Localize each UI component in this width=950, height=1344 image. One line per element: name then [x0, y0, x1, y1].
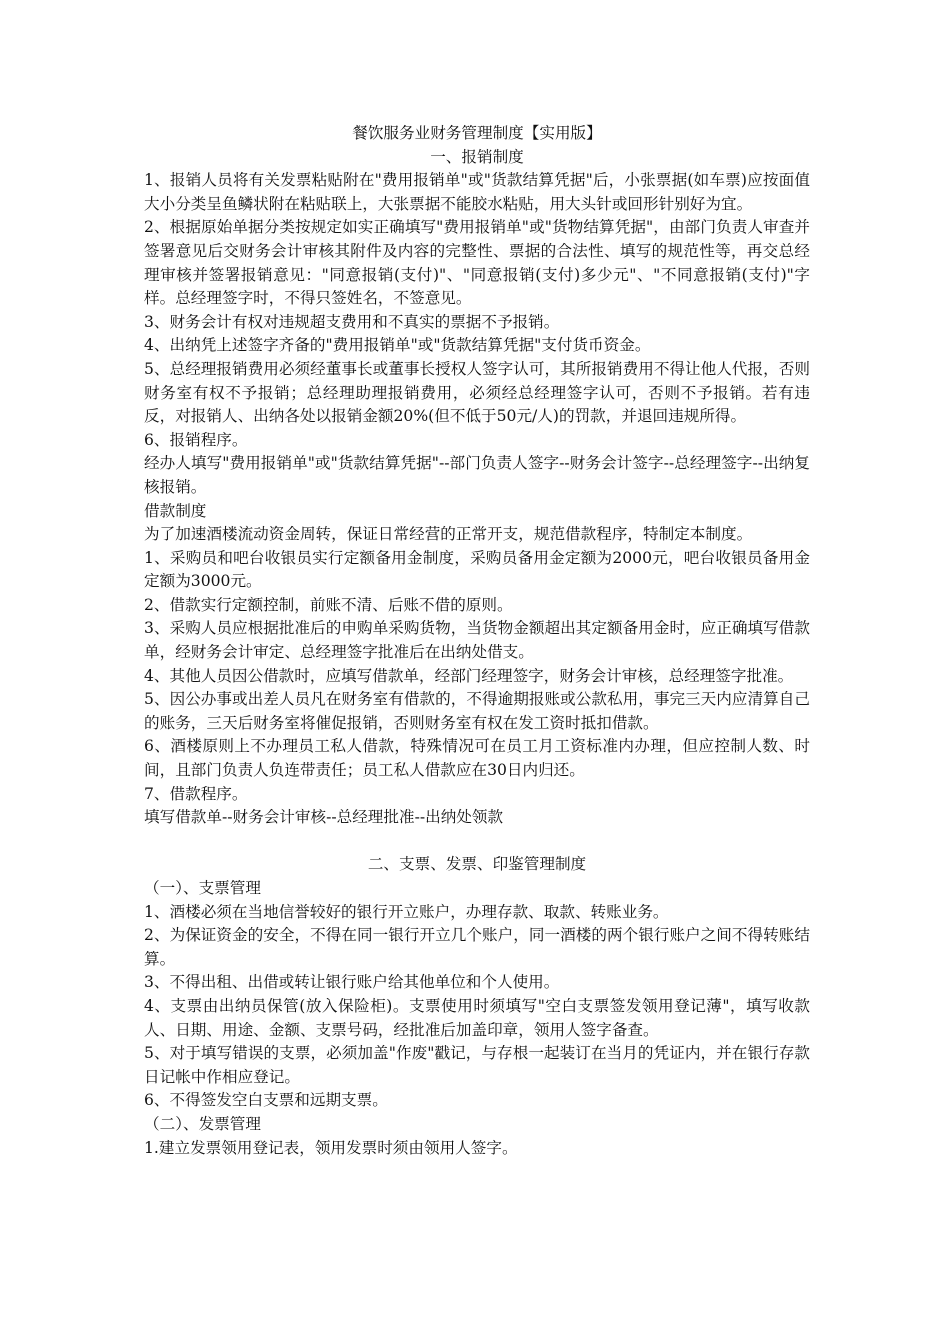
loan-item-5: 5、因公办事或出差人员凡在财务室有借款的，不得逾期报账或公款私用，事完三天内应清算自己的账务，三天后财务室将催促报销，否则财务室有权在发工资时抵扣借款。: [144, 690, 810, 732]
section1-item-4: 4、出纳凭上述签字齐备的"费用报销单"或"货款结算凭据"支付货币资金。: [144, 336, 651, 355]
cheque-item-3: 3、不得出租、出借或转让银行账户给其他单位和个人使用。: [144, 973, 560, 992]
blank-line: [144, 830, 810, 854]
document-title: 餐饮服务业财务管理制度【实用版】: [352, 124, 602, 142]
cheque-item-2: 2、为保证资金的安全，不得在同一银行开立几个账户，同一酒楼的两个银行账户之间不得转账结算。: [144, 926, 810, 968]
loan-intro: 为了加速酒楼流动资金周转，保证日常经营的正常开支，规范借款程序，特制定本制度。: [144, 525, 753, 544]
loan-item-1: 1、采购员和吧台收银员实行定额备用金制度，采购员备用金定额为2000元，吧台收银员备用金定额为3000元。: [144, 548, 810, 591]
invoice-item-1: 1.建立发票领用登记表，领用发票时须由领用人签字。: [144, 1138, 518, 1157]
cheque-item-6: 6、不得签发空白支票和远期支票。: [144, 1091, 388, 1110]
document-page: [144, 122, 810, 1160]
cheque-heading: （一）、支票管理: [144, 879, 261, 897]
cheque-item-1: 1、酒楼必须在当地信誉较好的银行开立账户，办理存款、取款、转账业务。: [144, 902, 669, 921]
section1-item-2: 2、根据原始单据分类按规定如实正确填写"费用报销单"或"货物结算凭据"，由部门负责人审查并签署意见后交财务会计审核其附件及内容的完整性、票据的合法性、填写的规范性等，再交总经理审核并签署报销意见："同意报销(支付)"、"同意报销(支付)多少元"、"不同意报销(支付)"字样。总经理签字时，不得只签姓名，不签意见。: [144, 218, 810, 308]
loan-item-2: 2、借款实行定额控制，前账不清、后账不借的原则。: [144, 595, 513, 614]
section1-item-3: 3、财务会计有权对违规超支费用和不真实的票据不予报销。: [144, 312, 560, 331]
section1-heading: 一、报销制度: [430, 147, 524, 166]
loan-item-4: 4、其他人员因公借款时，应填写借款单，经部门经理签字，财务会计审核，总经理签字批准。: [144, 666, 794, 685]
loan-item-6: 6、酒楼原则上不办理员工私人借款，特殊情况可在员工月工资标准内办理，但应控制人数、时间，且部门负责人负连带责任；员工私人借款应在30日内归还。: [144, 737, 810, 780]
section1-procedure: 经办人填写"费用报销单"或"货款结算凭据"--部门负责人签字--财务会计签字--总经理签字--出纳复核报销。: [144, 454, 810, 496]
section1-item-6: 6、报销程序。: [144, 430, 248, 449]
section2-heading: 二、支票、发票、印鉴管理制度: [367, 855, 587, 874]
section1-item-5: 5、总经理报销费用必须经董事长或董事长授权人签字认可，其所报销费用不得让他人代报，否则财务室有权不予报销；总经理助理报销费用，必须经总经理签字认可，否则不予报销。若有违反，对报销人、出纳各处以报销金额20%(但不低于50元/人)的罚款，并退回违规所得。: [144, 359, 810, 426]
section1-item-1: 1、报销人员将有关发票粘贴附在"费用报销单"或"货款结算凭据"后，小张票据(如车票)应按面值大小分类呈鱼鳞状附在粘贴联上，大张票据不能胶水粘贴，用大头针或回形针别好为宜。: [144, 171, 810, 213]
loan-item-7: 7、借款程序。: [144, 784, 248, 803]
invoice-heading: （二）、发票管理: [144, 1114, 261, 1133]
cheque-item-4: 4、支票由出纳员保管(放入保险柜)。支票使用时须填写"空白支票签发领用登记薄"，填写收款人、日期、用途、金额、支票号码，经批准后加盖印章，领用人签字备查。: [144, 996, 810, 1039]
loan-procedure: 填写借款单--财务会计审核--总经理批准--出纳处领款: [144, 808, 504, 827]
loan-item-3: 3、采购人员应根据批准后的申购单采购货物，当货物金额超出其定额备用金时，应正确填写借款单，经财务会计审定、总经理签字批准后在出纳处借支。: [144, 619, 810, 662]
loan-heading: 借款制度: [144, 501, 207, 520]
cheque-item-5: 5、对于填写错误的支票，必须加盖"作废"戳记，与存根一起装订在当月的凭证内，并在银行存款日记帐中作相应登记。: [144, 1044, 810, 1086]
